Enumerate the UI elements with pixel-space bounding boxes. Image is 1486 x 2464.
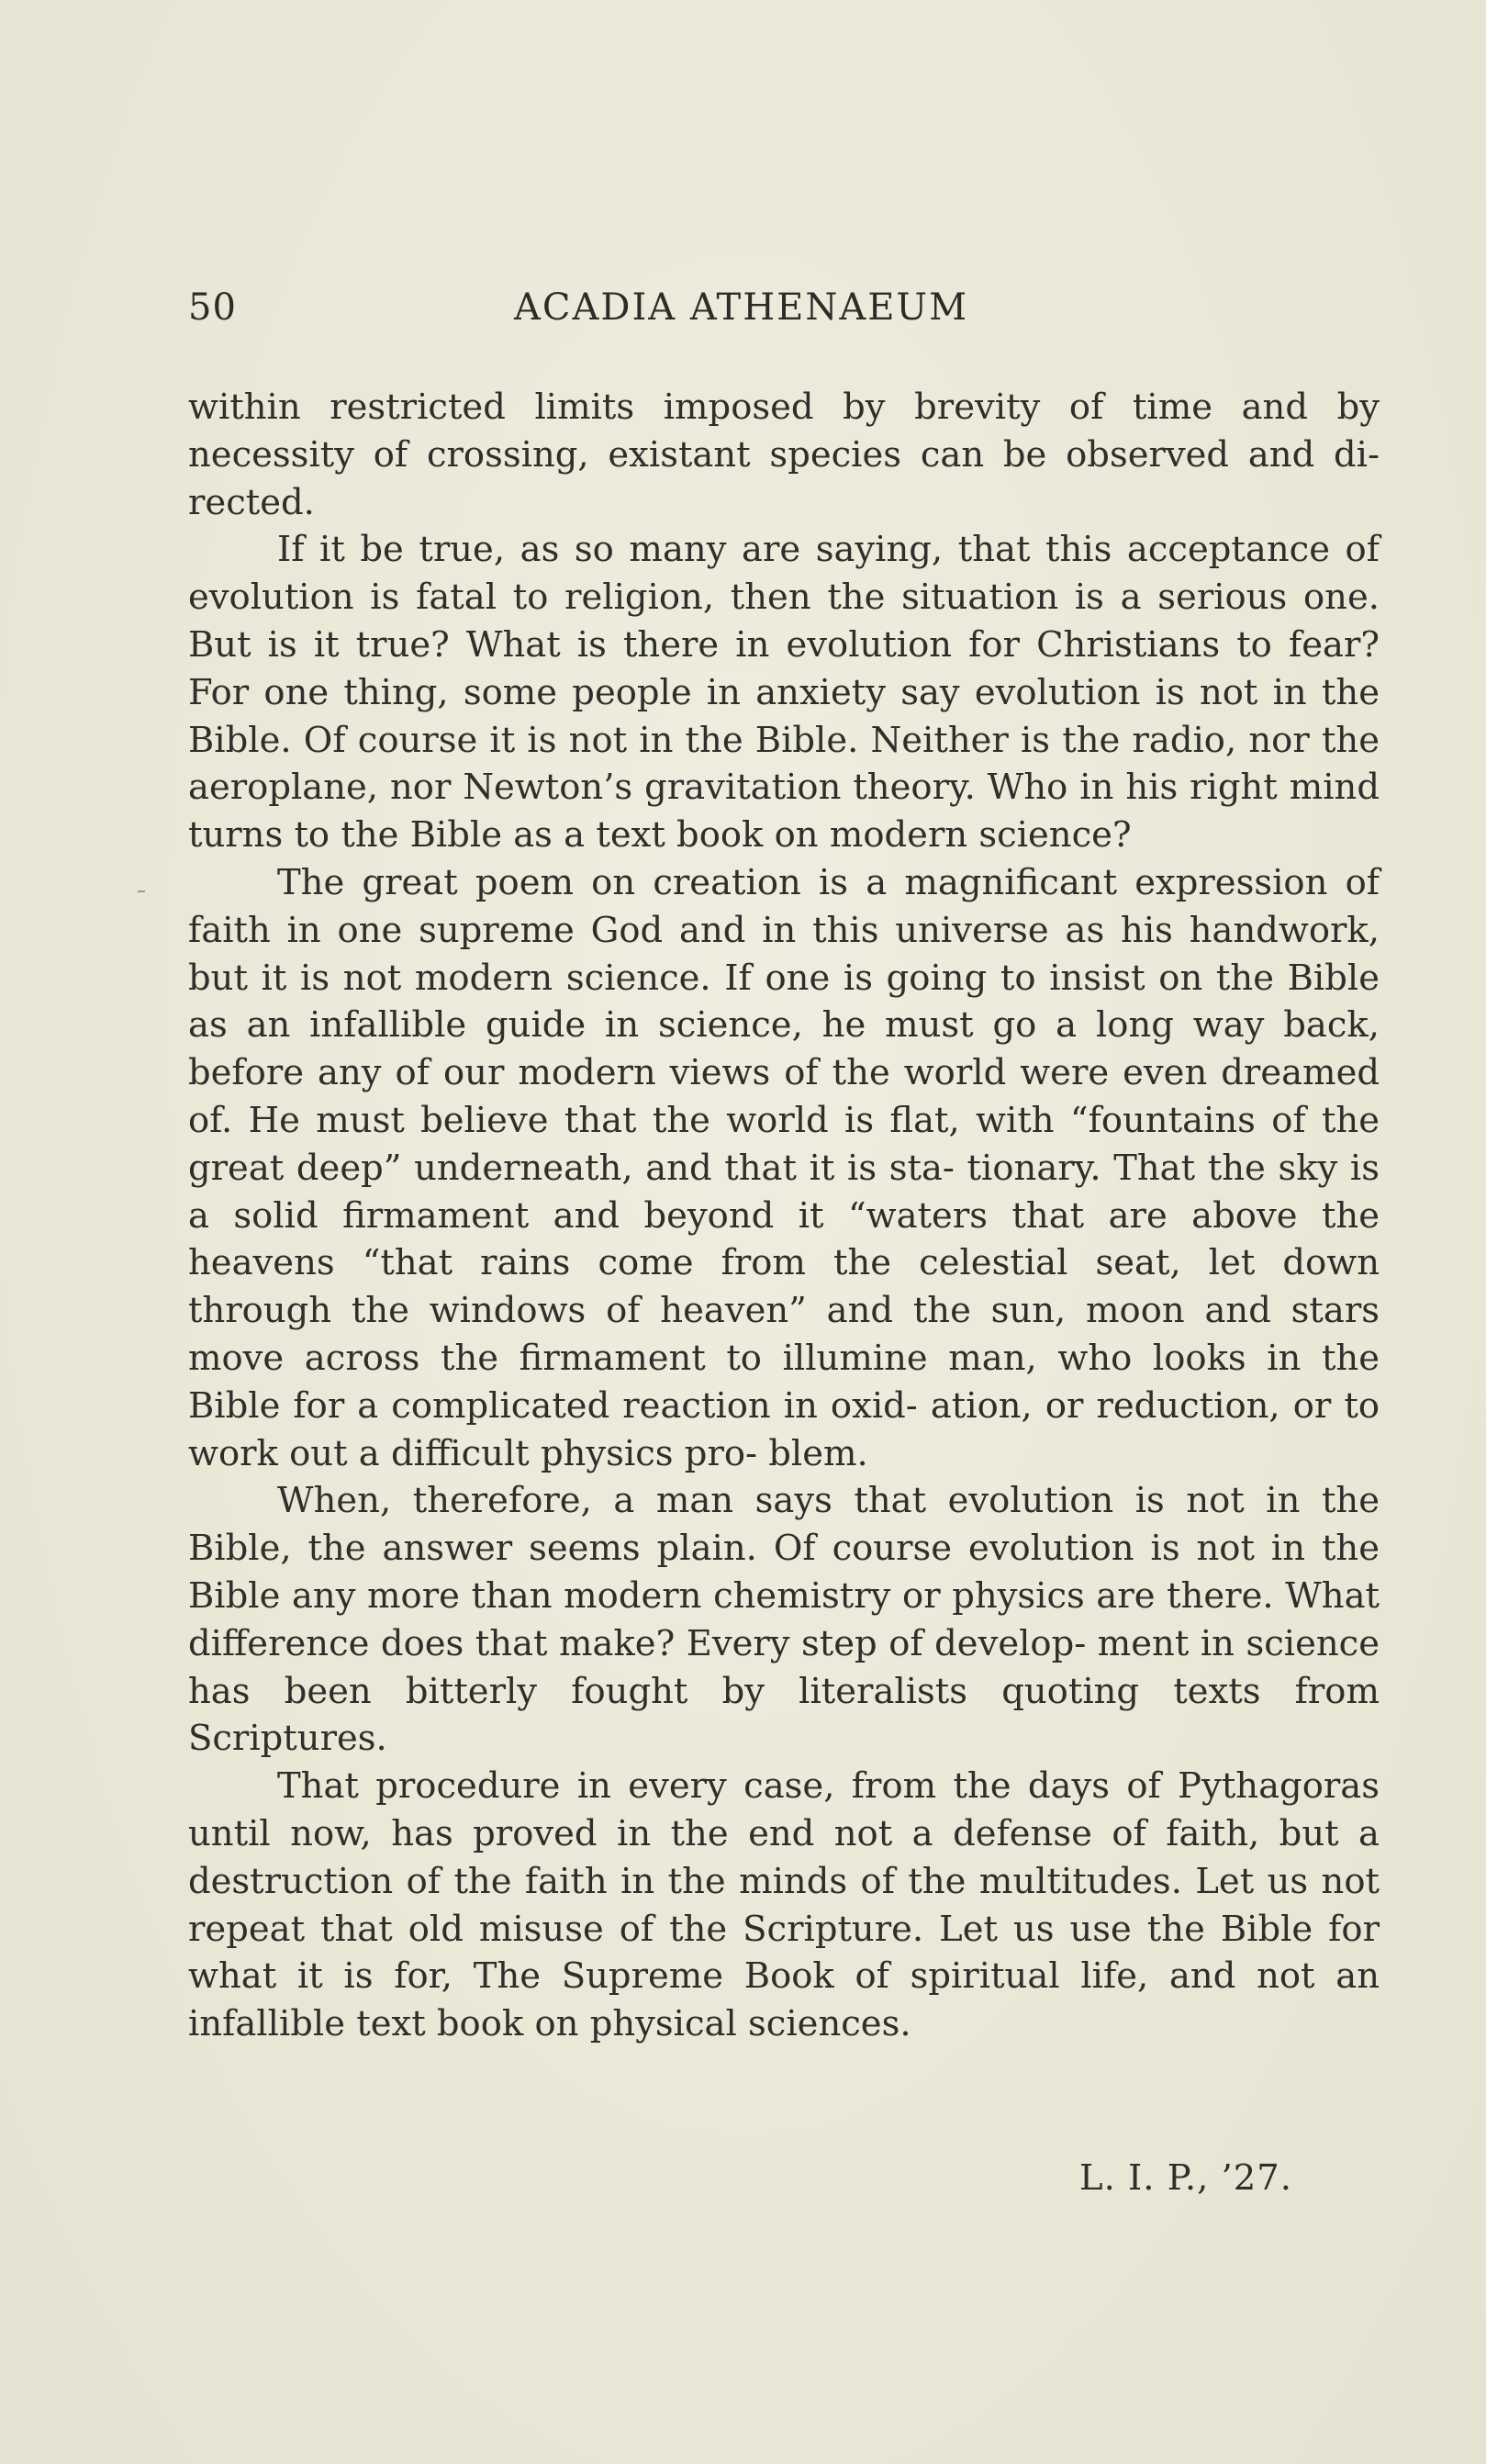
page-header <box>188 286 1381 342</box>
page-number: 50 <box>188 286 237 329</box>
paragraph-1: within restricted limits imposed by brevity of time and by necessity of crossing, existant species can be observed and di- rected. <box>188 386 1380 523</box>
paragraph-3: The great poem on creation is a magnificant expression of faith in one supreme God and in this universe as his handwork, but it is not modern science. If one is going to insist on the Bible as an infallible guide in science, he must go a long way back, before any of our modern views of the world were even dreamed of. He must believe that the world is flat, with “fountains of the great deep” underneath, and that it is sta- tionary. That the sky is a solid firmament and beyond it “waters that are above the heavens “that rains come from the celestial seat, let down through the windows of heaven” and the sun, moon and stars move across the firmament to illumine man, who looks in the Bible for a complicated reaction in oxid- ation, or reduction, or to work out a difficult physics pro- blem. <box>188 861 1380 1474</box>
paper-speck <box>138 890 145 892</box>
journal-title: ACADIA ATHENAEUM <box>514 286 969 329</box>
article-body <box>188 384 1380 2048</box>
paragraph-4: When, therefore, a man says that evolution is not in the Bible, the answer seems plain. Of course evolution is not in the Bible any more than modern chemistry or physics are there. What difference does that make? Every step of develop- ment in science has been bitterly fought by literalists quoting texts from Scriptures. <box>188 1480 1380 1760</box>
paragraph-5: That procedure in every case, from the days of Pythagoras until now, has proved in the end not a defense of faith, but a destruction of the faith in the minds of the multitudes. Let us not repeat that old misuse of the Scripture. Let us use the Bible for what it is for, The Supreme Book of spiritual life, and not an infallible text book on physical sciences. <box>188 1765 1380 2045</box>
author-signature: L. I. P., ’27. <box>1079 2157 1293 2199</box>
paragraph-2: If it be true, as so many are saying, that this acceptance of evolution is fatal to religion, then the situation is a serious one. But is it true? What is there in evolution for Christians to fear? For one thing, some people in anxiety say evolution is not in the Bible. Of course it is not in the Bible. Neither is the radio, nor the aeroplane, nor Newton’s gravitation theory. Who in his right mind turns to the Bible as a text book on modern science? <box>188 529 1380 857</box>
